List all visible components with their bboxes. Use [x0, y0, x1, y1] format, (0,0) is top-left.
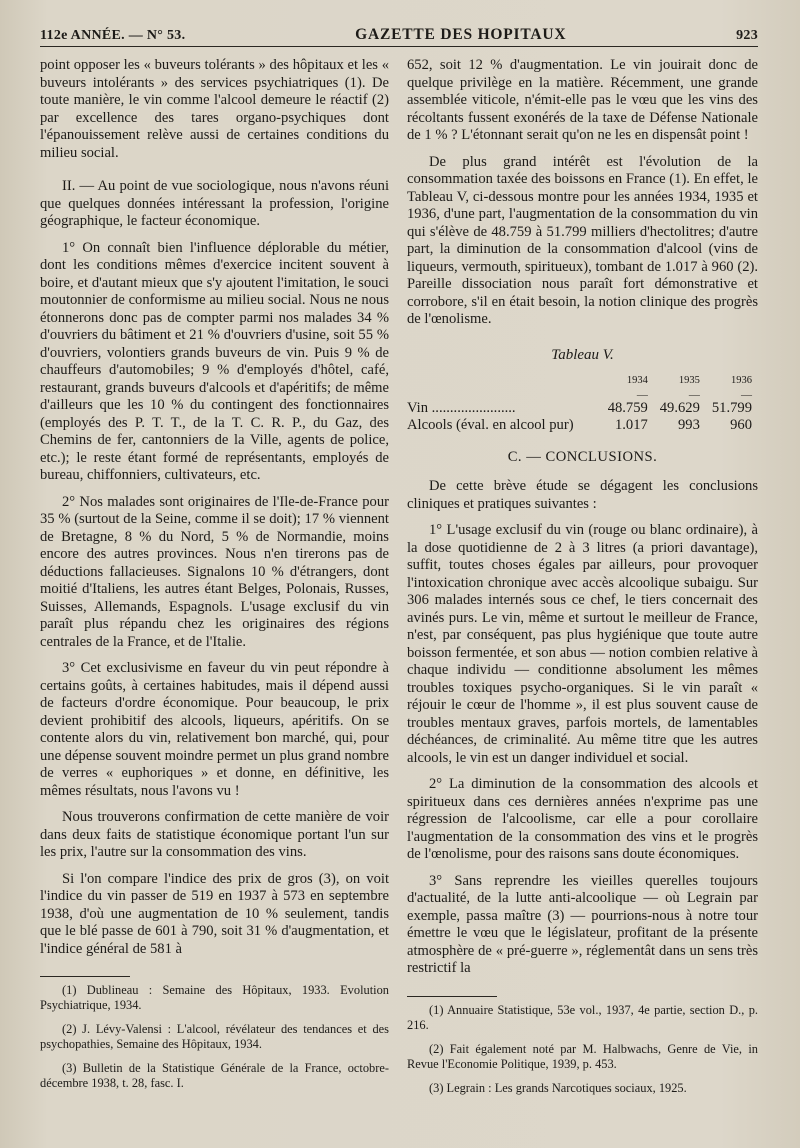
section-heading: C. — CONCLUSIONS. — [507, 448, 658, 465]
table-cell: 51.799 — [711, 399, 752, 416]
paragraph: Si l'on compare l'indice des prix de gros (3), on voit l'indice du vin passer de 519 en 1937 à 573 en septembre 1938, d'où une augmentation de 10 % seulement, tandis que le blé passe de 601 à 790, soit 31 % d'augmentation, et l'indice général de 581 à — [40, 870, 389, 957]
table-year: 1934 — [626, 375, 648, 386]
statistics-table — [407, 372, 758, 435]
text-columns — [40, 57, 758, 1105]
table-title: Tableau V. — [551, 346, 614, 363]
footnote-rule — [407, 996, 497, 997]
issue-label: 112e ANNÉE. — N° 53. — [40, 28, 186, 43]
table-cell: 993 — [678, 417, 700, 433]
row-label: Vin ....................... — [407, 399, 516, 416]
table-row — [407, 400, 758, 418]
footnote: (2) J. Lévy-Valensi : L'alcool, révélateur des tendances et des psychopathies, Semaine des Hôpitaux, 1934. — [40, 1022, 389, 1051]
table-year: 1936 — [731, 375, 752, 386]
paragraph: 652, soit 12 % d'augmentation. Le vin jouirait donc de quelque privilège en la matière. Récemment, une grande assemblée viticole, n'émit-elle pas le vœu que les vins des récoltants fussent exonérés de la taxe de Défense Nationale de 1 % ? L'étonnant serait qu'on ne les en dispensât point ! — [407, 57, 758, 143]
footnote: (2) Fait également noté par M. Halbwachs, Genre de Vie, in Revue l'Economie Politique, 1939, p. 453. — [407, 1041, 758, 1071]
table-cell: 49.629 — [659, 399, 700, 416]
table-year: 1935 — [678, 375, 700, 386]
table-row — [407, 417, 758, 435]
footnote: (1) Annuaire Statistique, 53e vol., 1937, 4e partie, section D., p. 216. — [407, 1002, 758, 1032]
paragraph: Nous trouverons confirmation de cette manière de voir dans deux faits de statistique économique portant l'un sur les prix, l'autre sur la consommation des vins. — [40, 809, 389, 860]
table-cell: 1.017 — [614, 417, 648, 433]
paragraph: De cette brève étude se dégagent les conclusions cliniques et pratiques suivantes : — [407, 478, 758, 512]
paragraph: De plus grand intérêt est l'évolution de la consommation taxée des boissons en France (1). En effet, le Tableau V, ci-dessous montre pour les années 1934, 1935 et 1936, d'une part, l'augmentation de la consommation du vin qui s'élève de 48.759 à 51.799 milliers d'hectolitres; d'autre part, la diminution de la consommation d'alcool (vins de liqueurs, vermouth, spiritueux), tombant de 1.017 à 960 (2). Pareille dissociation nous paraît fort démonstrative et corrobore, s'il en était besoin, la notion clinique des progrès de l'œnolisme. — [407, 153, 758, 327]
paragraph: II. — Au point de vue sociologique, nous n'avons réuni que quelques données intéressant la profession, l'origine géographique, le facteur économique. — [40, 178, 389, 229]
paragraph: 1° On connaît bien l'influence déplorable du métier, dont les conditions mêmes d'exercice incitent souvent à boire, et d'autant mieux que s'y ajoutent l'imitation, le souci moutonnier de conformisme au milieu social. Nous ne nous étonnerons donc pas de compter parmi nos malades 34 % d'ouvriers du bâtiment et 21 % d'ouvriers d'usine, soit 55 % d'ouvriers, volontiers grands buveurs de vin. Puis 9 % de chauffeurs d'automobiles; 9 % d'employés d'hôtel, café, restaurant, grands buveurs d'alcools et d'apéritifs; de même d'ailleurs que les 10 % du contingent des fonctionnaires (employés des P. T. T., de la T. C. R. P., du Gaz, des Chemins de fer, cantonniers de la Ville, agents de police, etc.); le reste étant formé de représentants, employés de bureau, chiffonniers, cultivateurs, etc. — [40, 239, 389, 483]
paragraph: 2° La diminution de la consommation des alcools et spiritueux dans ces dernières années n'exprime pas une régression de l'alcoolisme, car elle a pour corollaire l'augmentation de la consommation des vins et le progrès de l'œnolisme, pour des raisons sans doute économiques. — [407, 776, 758, 862]
table-cell: 960 — [730, 417, 752, 433]
page-number: 923 — [736, 28, 758, 43]
table-dash: — — [688, 388, 700, 401]
right-column — [407, 57, 758, 1105]
footnote: (3) Legrain : Les grands Narcotiques sociaux, 1925. — [429, 1080, 687, 1095]
table-header-empty — [407, 372, 602, 390]
footnote-rule — [40, 976, 130, 977]
row-label: Alcools (éval. en alcool pur) — [407, 417, 574, 433]
left-column — [40, 57, 389, 1105]
footnote: (1) Dublineau : Semaine des Hôpitaux, 1933. Evolution Psychiatrique, 1934. — [40, 983, 389, 1012]
table-dash: — — [636, 388, 648, 401]
paragraph: 1° L'usage exclusif du vin (rouge ou blanc ordinaire), à la dose quotidienne de 2 à 3 litres (a priori davantage), suffit, toutes choses égales par ailleurs, pour provoquer l'intoxication chronique avec accès alcoolique subaigu. Sur 306 malades internés sous ce chef, le tiers concernait des avinés purs. Le vin, même et surtout le meilleur de France, n'est, par conséquent, pas plus hygiénique que toute autre boisson fermentée, et son abus — notion combien relative à chaque individu — conditionne absolument les mêmes troubles toxiques psycho-organiques. Si le vin paraît « réjouir le cœur de l'homme », il est plus souvent cause de troubles mentaux graves, parfois mortels, de lamentables déchéances, de criminalité. Au même titre que les autres alcools, le vin est un danger individuel et social. — [407, 522, 758, 766]
paragraph: 2° Nos malades sont originaires de l'Ile-de-France pour 35 % (surtout de la Seine, comme il se doit); 17 % viennent de Bretagne, 8 % du Nord, 5 % de Normandie, moins encore des autres provinces. Nous n'en tirerons pas de déductions fallacieuses. Signalons 10 % d'étrangers, dont moitié d'Italiens, les autres étant Belges, Polonais, Russes, Suisses, Allemands, Espagnols. L'usage exclusif du vin paraît plus répandu chez les originaires des régions centrales de la France, et de l'Italie. — [40, 493, 389, 650]
table-cell: 48.759 — [607, 399, 648, 416]
paragraph: 3° Cet exclusivisme en faveur du vin peut répondre à certains goûts, à certaines habitudes, mais il dépend aussi de facteurs d'ordre économique. Pour beaucoup, le prix devient prohibitif des alcools, liqueurs, apéritifs. On se contente alors du vin, relativement bon marché, qui, pour une dépense souvent moindre permet un plus grand nombre de verres « euphoriques » et donne, en définitive, les mêmes résultats, nous l'avons vu ! — [40, 660, 389, 799]
running-header — [40, 14, 758, 47]
footnote: (3) Bulletin de la Statistique Générale de la France, octobre-décembre 1938, t. 28, fasc. I. — [40, 1061, 389, 1090]
table-dash: — — [741, 388, 752, 401]
journal-title: GAZETTE DES HOPITAUX — [355, 26, 567, 43]
paragraph: 3° Sans reprendre les vieilles querelles toujours d'actualité, de la lutte anti-alcoolique — où Legrain par exemple, passa maître (3) — pourrions-nous à notre tour émettre le vœu que le législateur, profitant de la présente atmosphère de « pré-guerre », réglementât dans un sens très restrictif la — [407, 872, 758, 976]
paragraph: point opposer les « buveurs tolérants » des hôpitaux et les « buveurs intolérants » des services psychiatriques (1). De toute manière, le vin comme l'alcool demeure le réactif (2) par excellence des tares organo-psychiques dont l'épanouissement relève aussi de certaines conditions du milieu social. — [40, 57, 389, 161]
